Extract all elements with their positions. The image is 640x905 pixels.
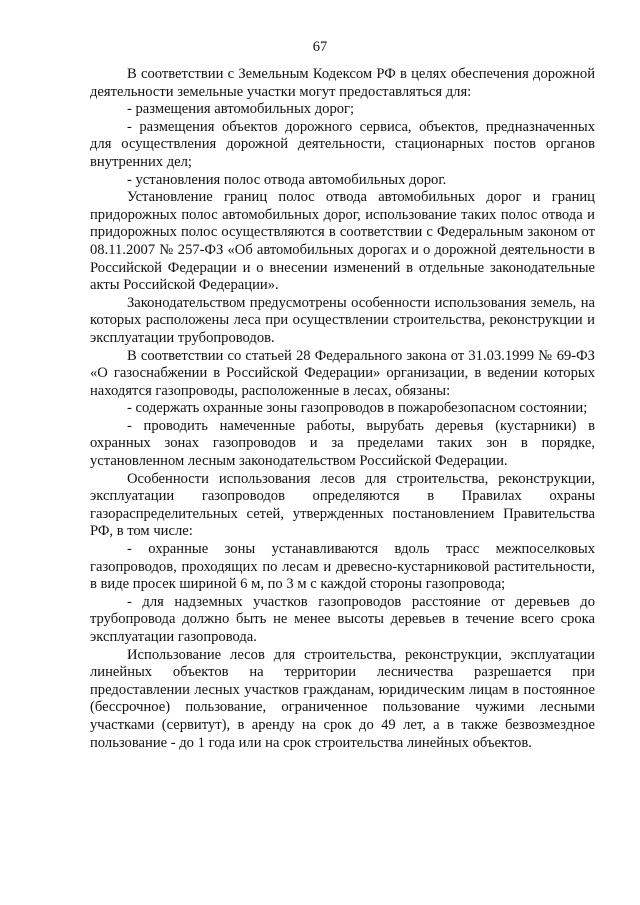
paragraph: В соответствии со статьей 28 Федерального закона от 31.03.1999 № 69-ФЗ «О газоснабжении в Российской Федерации» организации, в ведении которых находятся газопроводы, расположенные в лесах, обязаны: xyxy=(90,347,595,399)
list-item: - проводить намеченные работы, вырубать деревья (кустарники) в охранных зонах газопроводов и за пределами таких зон в порядке, установленном лесным законодательством Российской Федерации. xyxy=(90,417,595,470)
list-item: - содержать охранные зоны газопроводов в пожаробезопасном состоянии; xyxy=(127,400,588,417)
list-item: - размещения объектов дорожного сервиса, объектов, предназначенных для осуществления дорожной деятельности, стационарных постов органов внутренних дел; xyxy=(90,118,595,170)
paragraph: Установление границ полос отвода автомобильных дорог и границ придорожных полос автомобильных дорог, использование таких полос отвода и придорожных полос осуществляются в соответствии с Федеральным законом от 08.11.2007 № 257-ФЗ «Об автомобильных дорогах и о дорожной деятельности в Российской Федерации и о внесении изменений в отдельные законодательные акты Российской Федерации». xyxy=(90,189,595,294)
list-item: - установления полос отвода автомобильных дорог. xyxy=(127,171,447,188)
paragraph: Особенности использования лесов для строительства, реконструкции, эксплуатации газопроводов определяются в Правилах охраны газораспределительных сетей, утвержденных постановлением Правительства РФ, в том числе: xyxy=(90,470,595,540)
paragraph: Законодательством предусмотрены особенности использования земель, на которых расположены леса при осуществлении строительства, реконструкции и эксплуатации трубопроводов. xyxy=(90,294,595,346)
list-item: - для надземных участков газопроводов расстояние от деревьев до трубопровода должно быть не менее высоты деревьев в течение всего срока эксплуатации газопровода. xyxy=(90,593,595,645)
body-text xyxy=(90,66,595,752)
page-number: 67 xyxy=(312,39,328,55)
list-item: - размещения автомобильных дорог; xyxy=(127,101,355,118)
paragraph: Использование лесов для строительства, реконструкции, эксплуатации линейных объектов на территории лесничества разрешается при предоставлении лесных участков гражданам, юридическим лицам в постоянное (бессрочное) пользование, ограниченное пользование чужими лесными участками (сервитут), в аренду на срок до 49 лет, а в также безвозмездное пользование - до 1 года или на срок строительства линейных объектов. xyxy=(90,646,595,751)
paragraph: В соответствии с Земельным Кодексом РФ в целях обеспечения дорожной деятельности земельные участки могут предоставляться для: xyxy=(90,66,595,100)
list-item: - охранные зоны устанавливаются вдоль трасс межпоселковых газопроводов, проходящих по лесам и древесно-кустарниковой растительности, в виде просек шириной 6 м, по 3 м с каждой стороны газопровода; xyxy=(90,541,595,593)
